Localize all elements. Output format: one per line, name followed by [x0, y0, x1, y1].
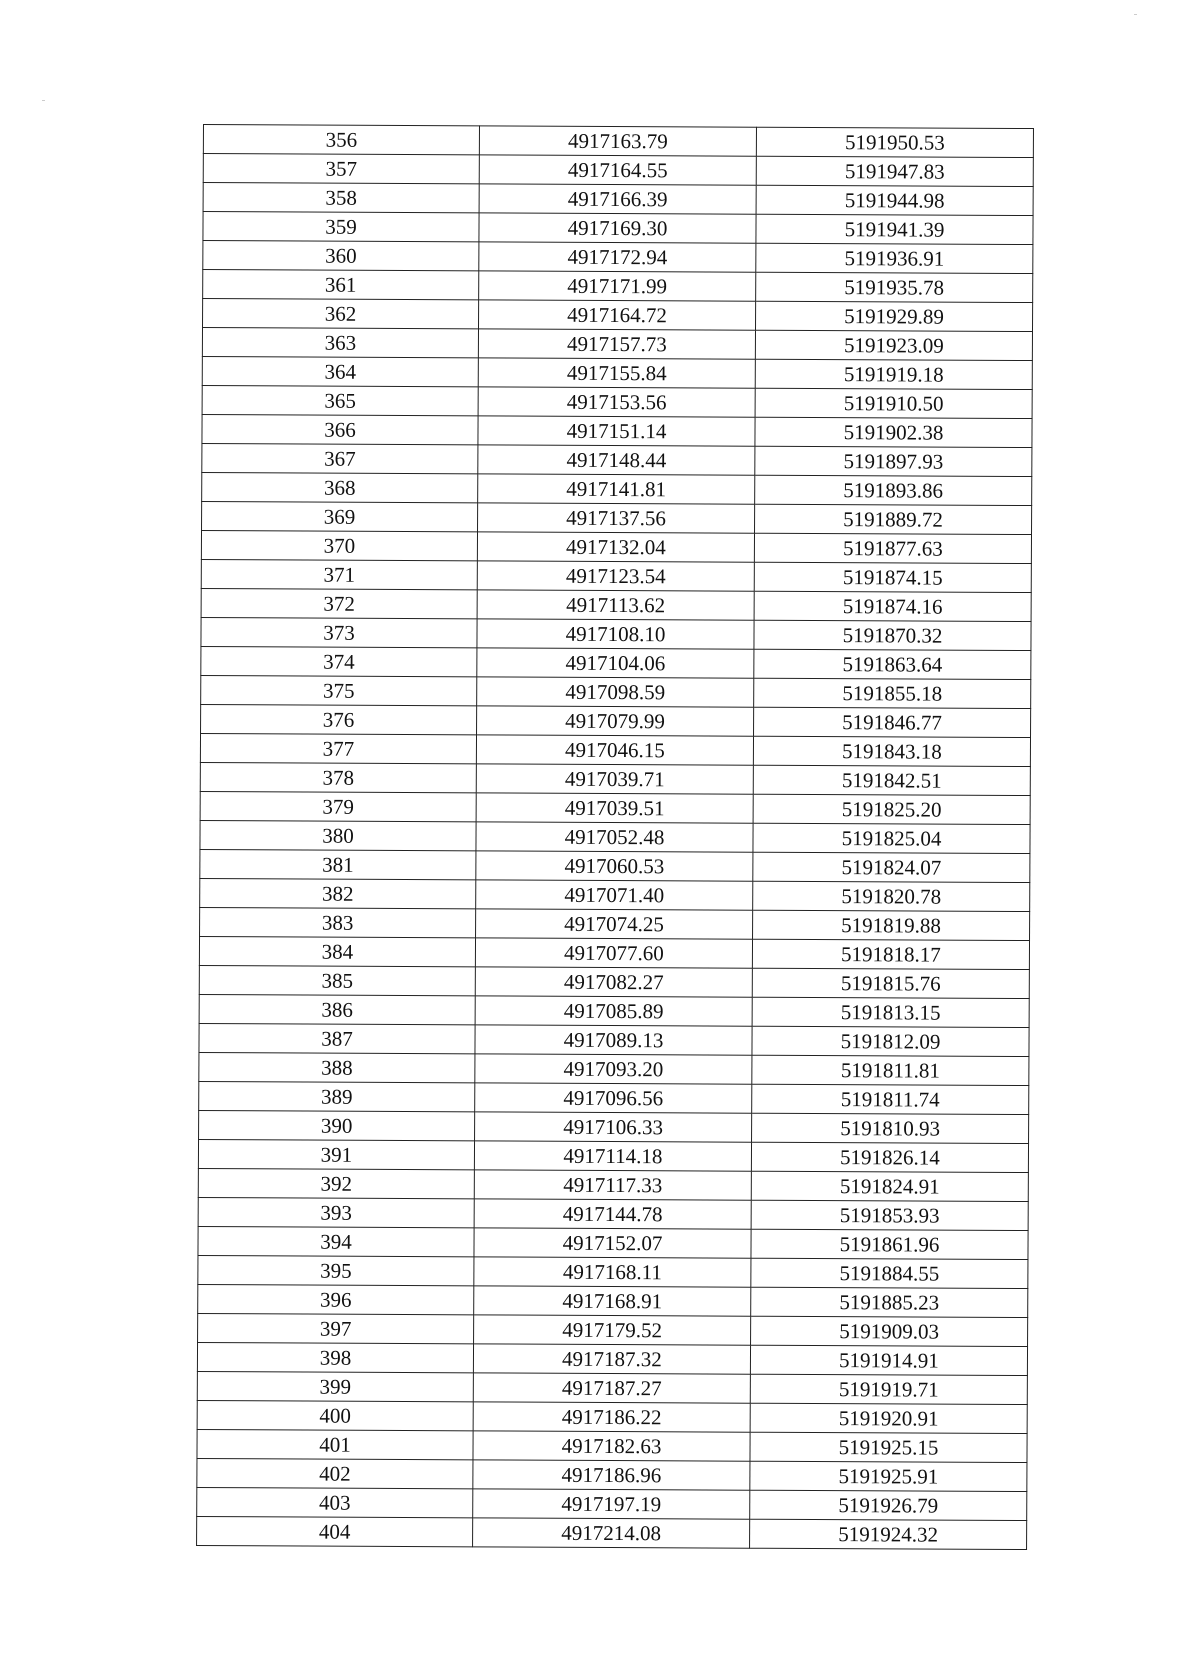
- point-number-cell: 374: [201, 646, 477, 676]
- point-number-cell: 384: [199, 936, 475, 966]
- x-coordinate-cell: 4917168.11: [474, 1257, 751, 1287]
- y-coordinate-cell: 5191846.77: [754, 707, 1031, 737]
- y-coordinate-cell: 5191810.93: [752, 1113, 1029, 1143]
- x-coordinate-cell: 4917157.73: [478, 329, 755, 359]
- y-coordinate-cell: 5191935.78: [756, 272, 1033, 302]
- table-row: [198, 1255, 1028, 1288]
- y-coordinate-cell: 5191853.93: [751, 1200, 1028, 1230]
- y-coordinate-cell: 5191929.89: [755, 301, 1032, 331]
- table-row: [197, 1429, 1027, 1462]
- point-number-cell: 373: [201, 617, 477, 647]
- point-number-cell: 358: [203, 183, 479, 213]
- table-row: [199, 965, 1029, 998]
- point-number-cell: 397: [198, 1313, 474, 1343]
- x-coordinate-cell: 4917117.33: [474, 1170, 751, 1200]
- table-row: [200, 907, 1030, 940]
- table-row: [200, 733, 1030, 766]
- point-number-cell: 360: [203, 241, 479, 271]
- point-number-cell: 380: [200, 820, 476, 850]
- table-row: [201, 617, 1031, 650]
- y-coordinate-cell: 5191824.07: [753, 852, 1030, 882]
- table-row: [199, 1081, 1029, 1114]
- table-row: [197, 1371, 1027, 1404]
- table-row: [200, 791, 1030, 824]
- table-row: [203, 154, 1033, 187]
- point-number-cell: 401: [197, 1429, 473, 1459]
- table-row: [203, 183, 1033, 216]
- table-row: [201, 559, 1031, 592]
- y-coordinate-cell: 5191811.74: [752, 1084, 1029, 1114]
- x-coordinate-cell: 4917074.25: [476, 909, 753, 939]
- point-number-cell: 399: [197, 1371, 473, 1401]
- point-number-cell: 375: [201, 675, 477, 705]
- point-number-cell: 366: [202, 414, 478, 444]
- point-number-cell: 391: [198, 1139, 474, 1169]
- y-coordinate-cell: 5191925.91: [750, 1461, 1027, 1491]
- point-number-cell: 363: [202, 328, 478, 358]
- table-row: [199, 936, 1029, 969]
- table-row: [200, 878, 1030, 911]
- point-number-cell: 387: [199, 1023, 475, 1053]
- y-coordinate-cell: 5191861.96: [751, 1229, 1028, 1259]
- y-coordinate-cell: 5191910.50: [755, 388, 1032, 418]
- x-coordinate-cell: 4917172.94: [479, 242, 756, 272]
- table-row: [198, 1226, 1028, 1259]
- table-row: [202, 356, 1032, 389]
- x-coordinate-cell: 4917155.84: [478, 358, 755, 388]
- point-number-cell: 368: [202, 472, 478, 502]
- table-row: [199, 1052, 1029, 1085]
- y-coordinate-cell: 5191820.78: [753, 881, 1030, 911]
- point-number-cell: 394: [198, 1226, 474, 1256]
- point-number-cell: 364: [202, 356, 478, 386]
- table-row: [200, 820, 1030, 853]
- point-number-cell: 362: [203, 299, 479, 329]
- point-number-cell: 389: [199, 1081, 475, 1111]
- x-coordinate-cell: 4917039.51: [476, 793, 753, 823]
- x-coordinate-cell: 4917164.55: [479, 155, 756, 185]
- y-coordinate-cell: 5191924.32: [750, 1519, 1027, 1549]
- point-number-cell: 388: [199, 1052, 475, 1082]
- point-number-cell: 369: [202, 501, 478, 531]
- point-number-cell: 393: [198, 1197, 474, 1227]
- x-coordinate-cell: 4917104.06: [477, 648, 754, 678]
- point-number-cell: 356: [203, 125, 479, 155]
- table-row: [198, 1139, 1028, 1172]
- x-coordinate-cell: 4917168.91: [474, 1286, 751, 1316]
- y-coordinate-cell: 5191920.91: [750, 1403, 1027, 1433]
- x-coordinate-cell: 4917039.71: [476, 764, 753, 794]
- y-coordinate-cell: 5191842.51: [753, 765, 1030, 795]
- table-row: [203, 125, 1033, 158]
- x-coordinate-cell: 4917152.07: [474, 1228, 751, 1258]
- y-coordinate-cell: 5191819.88: [753, 910, 1030, 940]
- table-row: [202, 414, 1032, 447]
- y-coordinate-cell: 5191936.91: [756, 243, 1033, 273]
- table-row: [203, 212, 1033, 245]
- x-coordinate-cell: 4917186.22: [473, 1402, 750, 1432]
- y-coordinate-cell: 5191826.14: [751, 1142, 1028, 1172]
- table-row: [202, 443, 1032, 476]
- table-row: [199, 1110, 1029, 1143]
- x-coordinate-cell: 4917187.32: [473, 1344, 750, 1374]
- point-number-cell: 386: [199, 994, 475, 1024]
- point-number-cell: 361: [203, 270, 479, 300]
- table-row: [199, 1023, 1029, 1056]
- y-coordinate-cell: 5191863.64: [754, 649, 1031, 679]
- table-row: [197, 1342, 1027, 1375]
- point-number-cell: 357: [203, 154, 479, 184]
- y-coordinate-cell: 5191812.09: [752, 1026, 1029, 1056]
- point-number-cell: 398: [197, 1342, 473, 1372]
- table-row: [198, 1284, 1028, 1317]
- table-row: [197, 1458, 1027, 1491]
- y-coordinate-cell: 5191824.91: [751, 1171, 1028, 1201]
- point-number-cell: 402: [197, 1458, 473, 1488]
- x-coordinate-cell: 4917214.08: [473, 1518, 750, 1548]
- x-coordinate-cell: 4917132.04: [477, 532, 754, 562]
- y-coordinate-cell: 5191919.71: [750, 1374, 1027, 1404]
- x-coordinate-cell: 4917163.79: [479, 126, 756, 156]
- table-row: [197, 1516, 1027, 1549]
- y-coordinate-cell: 5191947.83: [756, 156, 1033, 186]
- point-number-cell: 395: [198, 1255, 474, 1285]
- x-coordinate-cell: 4917096.56: [475, 1083, 752, 1113]
- point-number-cell: 390: [199, 1110, 475, 1140]
- point-number-cell: 377: [200, 733, 476, 763]
- point-number-cell: 370: [201, 530, 477, 560]
- x-coordinate-cell: 4917179.52: [474, 1315, 751, 1345]
- table-row: [198, 1168, 1028, 1201]
- point-number-cell: 372: [201, 588, 477, 618]
- table-row: [197, 1400, 1027, 1433]
- y-coordinate-cell: 5191897.93: [755, 446, 1032, 476]
- table-row: [203, 241, 1033, 274]
- x-coordinate-cell: 4917106.33: [475, 1112, 752, 1142]
- y-coordinate-cell: 5191825.04: [753, 823, 1030, 853]
- x-coordinate-cell: 4917114.18: [474, 1141, 751, 1171]
- y-coordinate-cell: 5191870.32: [754, 620, 1031, 650]
- y-coordinate-cell: 5191884.55: [751, 1258, 1028, 1288]
- table-row: [202, 501, 1032, 534]
- x-coordinate-cell: 4917098.59: [477, 677, 754, 707]
- table-row: [198, 1313, 1028, 1346]
- point-number-cell: 379: [200, 791, 476, 821]
- x-coordinate-cell: 4917164.72: [479, 300, 756, 330]
- x-coordinate-cell: 4917089.13: [475, 1025, 752, 1055]
- point-number-cell: 359: [203, 212, 479, 242]
- point-number-cell: 404: [197, 1516, 473, 1546]
- y-coordinate-cell: 5191926.79: [750, 1490, 1027, 1520]
- x-coordinate-cell: 4917052.48: [476, 822, 753, 852]
- y-coordinate-cell: 5191944.98: [756, 185, 1033, 215]
- x-coordinate-cell: 4917169.30: [479, 213, 756, 243]
- table-row: [199, 994, 1029, 1027]
- x-coordinate-cell: 4917153.56: [478, 387, 755, 417]
- x-coordinate-cell: 4917151.14: [478, 416, 755, 446]
- y-coordinate-cell: 5191919.18: [755, 359, 1032, 389]
- point-number-cell: 392: [198, 1168, 474, 1198]
- x-coordinate-cell: 4917197.19: [473, 1489, 750, 1519]
- x-coordinate-cell: 4917093.20: [475, 1054, 752, 1084]
- y-coordinate-cell: 5191909.03: [751, 1316, 1028, 1346]
- y-coordinate-cell: 5191843.18: [753, 736, 1030, 766]
- coordinates-table: [196, 124, 1034, 1550]
- y-coordinate-cell: 5191889.72: [755, 504, 1032, 534]
- point-number-cell: 367: [202, 443, 478, 473]
- table-row: [201, 530, 1031, 563]
- point-number-cell: 381: [200, 849, 476, 879]
- y-coordinate-cell: 5191902.38: [755, 417, 1032, 447]
- point-number-cell: 371: [201, 559, 477, 589]
- y-coordinate-cell: 5191874.16: [754, 591, 1031, 621]
- x-coordinate-cell: 4917137.56: [478, 503, 755, 533]
- point-number-cell: 382: [200, 878, 476, 908]
- point-number-cell: 383: [200, 907, 476, 937]
- y-coordinate-cell: 5191818.17: [752, 939, 1029, 969]
- y-coordinate-cell: 5191813.15: [752, 997, 1029, 1027]
- table-row: [201, 675, 1031, 708]
- y-coordinate-cell: 5191923.09: [755, 330, 1032, 360]
- scan-speck: [1134, 14, 1137, 15]
- x-coordinate-cell: 4917079.99: [477, 706, 754, 736]
- table-row: [202, 472, 1032, 505]
- scan-speck: [42, 100, 45, 101]
- point-number-cell: 396: [198, 1284, 474, 1314]
- y-coordinate-cell: 5191941.39: [756, 214, 1033, 244]
- y-coordinate-cell: 5191825.20: [753, 794, 1030, 824]
- table-row: [203, 299, 1033, 332]
- y-coordinate-cell: 5191811.81: [752, 1055, 1029, 1085]
- table-row: [200, 849, 1030, 882]
- x-coordinate-cell: 4917077.60: [475, 938, 752, 968]
- x-coordinate-cell: 4917186.96: [473, 1460, 750, 1490]
- x-coordinate-cell: 4917071.40: [476, 880, 753, 910]
- point-number-cell: 385: [199, 965, 475, 995]
- point-number-cell: 400: [197, 1400, 473, 1430]
- table-row: [203, 270, 1033, 303]
- table-row: [201, 646, 1031, 679]
- x-coordinate-cell: 4917085.89: [475, 996, 752, 1026]
- x-coordinate-cell: 4917108.10: [477, 619, 754, 649]
- table-row: [200, 762, 1030, 795]
- x-coordinate-cell: 4917082.27: [475, 967, 752, 997]
- x-coordinate-cell: 4917148.44: [478, 445, 755, 475]
- y-coordinate-cell: 5191885.23: [751, 1287, 1028, 1317]
- point-number-cell: 403: [197, 1487, 473, 1517]
- y-coordinate-cell: 5191893.86: [755, 475, 1032, 505]
- x-coordinate-cell: 4917141.81: [478, 474, 755, 504]
- x-coordinate-cell: 4917144.78: [474, 1199, 751, 1229]
- y-coordinate-cell: 5191925.15: [750, 1432, 1027, 1462]
- point-number-cell: 365: [202, 385, 478, 415]
- x-coordinate-cell: 4917182.63: [473, 1431, 750, 1461]
- table-row: [201, 588, 1031, 621]
- coordinates-table-body: [197, 125, 1034, 1550]
- x-coordinate-cell: 4917060.53: [476, 851, 753, 881]
- x-coordinate-cell: 4917123.54: [477, 561, 754, 591]
- y-coordinate-cell: 5191877.63: [754, 533, 1031, 563]
- table-row: [201, 704, 1031, 737]
- table-row: [202, 385, 1032, 418]
- point-number-cell: 378: [200, 762, 476, 792]
- x-coordinate-cell: 4917046.15: [476, 735, 753, 765]
- y-coordinate-cell: 5191815.76: [752, 968, 1029, 998]
- y-coordinate-cell: 5191874.15: [754, 562, 1031, 592]
- point-number-cell: 376: [201, 704, 477, 734]
- x-coordinate-cell: 4917166.39: [479, 184, 756, 214]
- table-row: [197, 1487, 1027, 1520]
- table-row: [202, 328, 1032, 361]
- x-coordinate-cell: 4917171.99: [479, 271, 756, 301]
- y-coordinate-cell: 5191914.91: [750, 1345, 1027, 1375]
- y-coordinate-cell: 5191855.18: [754, 678, 1031, 708]
- y-coordinate-cell: 5191950.53: [756, 127, 1033, 157]
- table-row: [198, 1197, 1028, 1230]
- x-coordinate-cell: 4917187.27: [473, 1373, 750, 1403]
- x-coordinate-cell: 4917113.62: [477, 590, 754, 620]
